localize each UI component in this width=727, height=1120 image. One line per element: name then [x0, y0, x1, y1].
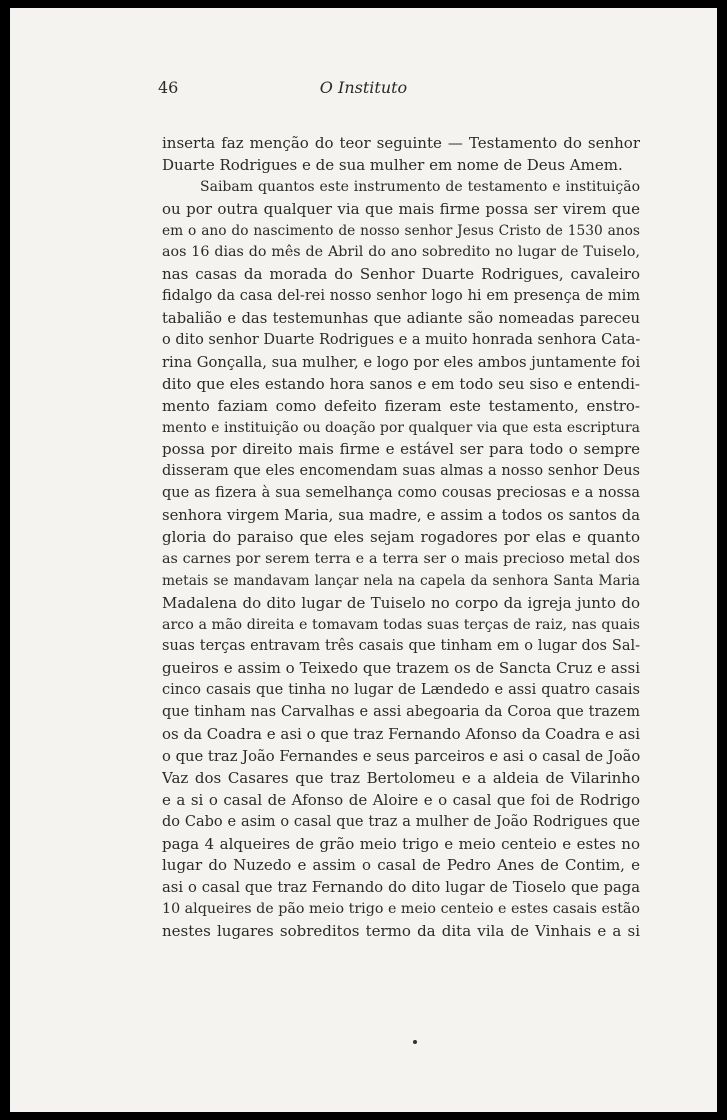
text-line: suas terças entravam três casais que tinham em o lugar dos Sal- [162, 638, 640, 655]
running-head [10, 78, 717, 100]
text-line: e a si o casal de Afonso de Aloire e o casal que foi de Rodrigo [162, 790, 640, 809]
text-line: disseram que eles encomendam suas almas a nosso senhor Deus [162, 463, 640, 480]
page-mark-dot [413, 1040, 417, 1044]
text-line: nestes lugares sobreditos termo da dita vila de Vinhais e a si [162, 922, 640, 941]
text-line: possa por direito mais firme e estável ser para todo o sempre [162, 440, 640, 459]
journal-title: O Instituto [319, 78, 408, 97]
text-line: lugar do Nuzedo e assim o casal de Pedro Anes de Contim, e [162, 856, 640, 875]
text-line: em o ano do nascimento de nosso senhor Jesus Cristo de 1530 anos [162, 222, 640, 239]
text-line: metais se mandavam lançar nela na capela da senhora Santa Maria [162, 572, 640, 589]
text-line: do Cabo e asim o casal que traz a mulher de João Rodrigues que [162, 813, 640, 830]
text-line: ou por outra qualquer via que mais firme possa ser virem que [162, 199, 640, 218]
text-line: mento e instituição ou doação por qualquer via que esta escriptura [162, 419, 640, 436]
text-line: cinco casais que tinha no lugar de Lændedo e assi quatro casais [162, 682, 640, 699]
book-page [10, 8, 717, 1112]
body-text [162, 133, 640, 943]
text-line: rina Gonçalla, sua mulher, e logo por eles ambos juntamente foi [162, 353, 640, 371]
text-line: Duarte Rodrigues e de sua mulher em nome de Deus Amem. [162, 155, 623, 174]
text-line: 10 alqueires de pão meio trigo e meio centeio e estes casais estão [162, 901, 640, 918]
text-line: arco a mão direita e tomavam todas suas terças de raiz, nas quais [162, 616, 640, 633]
text-line: inserta faz menção do teor seguinte — Testamento do senhor [162, 134, 640, 152]
text-line: senhora virgem Maria, sua madre, e assim a todos os santos da [162, 507, 640, 525]
text-line: as carnes por serem terra e a terra ser o mais precioso metal dos [162, 550, 640, 567]
text-line: os da Coadra e asi o que traz Fernando Afonso da Coadra e asi [162, 725, 640, 744]
text-line: Vaz dos Casares que traz Bertolomeu e a aldeia de Vilarinho [162, 768, 640, 787]
page-number: 46 [158, 78, 179, 97]
text-line: nas casas da morada do Senhor Duarte Rodrigues, cavaleiro [162, 265, 640, 284]
text-line: dito que eles estando hora sanos e em todo seu siso e entendi- [162, 374, 640, 393]
text-line: que tinham nas Carvalhas e assi abegoaria da Coroa que trazem [162, 704, 640, 721]
text-line: paga 4 alqueires de grão meio trigo e meio centeio e estes no [162, 834, 640, 853]
text-line: Saibam quantos este instrumento de testamento e instituição [200, 178, 640, 195]
text-line: gloria do paraiso que eles sejam rogadores por elas e quanto [162, 528, 640, 547]
text-line: Madalena do dito lugar de Tuiselo no corpo da igreja junto do [162, 593, 640, 612]
text-line: aos 16 dias do mês de Abril do ano sobredito no lugar de Tuiselo, [162, 244, 640, 261]
text-line: que as fizera à sua semelhança como cousas preciosas e a nossa [162, 485, 640, 502]
text-line: fidalgo da casa del-rei nosso senhor logo hi em presença de mim [162, 288, 640, 305]
text-line: o dito senhor Duarte Rodrigues e a muito honrada senhora Cata- [162, 332, 640, 349]
text-line: o que traz João Fernandes e seus parceiros e asi o casal de João [162, 747, 640, 765]
text-line: mento faziam como defeito fizeram este testamento, enstro- [162, 396, 640, 415]
text-line: asi o casal que traz Fernando do dito lugar de Tioselo que paga [162, 879, 640, 897]
text-line: gueiros e assim o Teixedo que trazem os de Sancta Cruz e assi [162, 659, 640, 678]
text-line: tabalião e das testemunhas que adiante são nomeadas pareceu [162, 310, 640, 328]
